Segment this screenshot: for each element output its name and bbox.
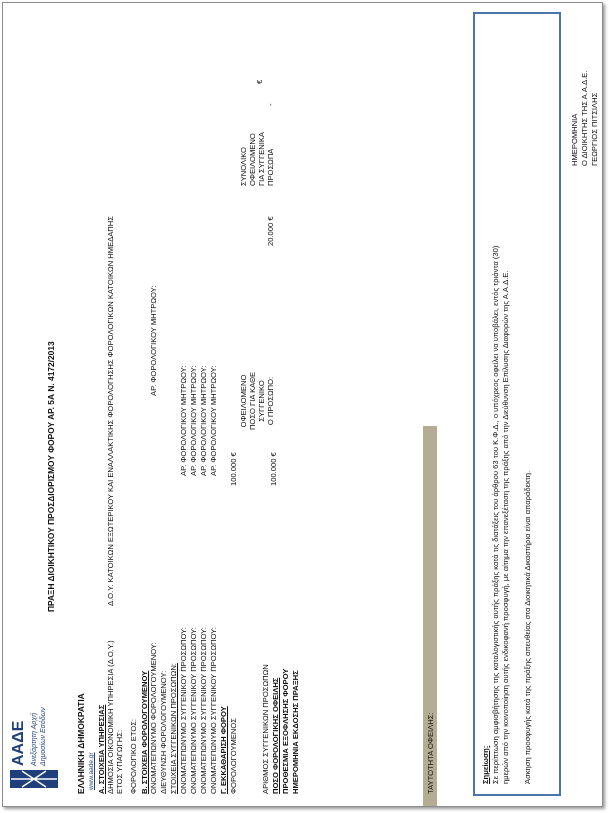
tax-due-label: ΠΟΣΟ ΦΟΡΟΛΟΓΙΚΗΣ ΟΦΕΙΛΗΣ [271, 677, 280, 794]
relative-tin-label: ΑΡ. ΦΟΡΟΛΟΓΙΚΟΥ ΜΗΤΡΩΟΥ: [199, 365, 208, 476]
website-link[interactable]: www.aade.gr [88, 752, 95, 790]
identity-label: ΤΑΥΤΟΤΗΤΑ ΟΦΕΙΛΗΣ: [426, 712, 435, 794]
service-label: ΔΗΜΟΣΙΑ ΟΙΚΟΝΟΜΙΚΗ ΥΠΗΡΕΣΙΑ (Δ.Ο.Υ.) [106, 640, 115, 794]
relatives-count-label: ΑΡΙΘΜΟΣ ΣΥΓΓΕΝΙΚΩΝ ΠΡΟΣΩΠΩΝ [261, 664, 270, 794]
due-per-relative-label: ΠΟΣΟ ΓΙΑ ΚΑΘΕ [248, 371, 257, 431]
tax-year-label: ΦΟΡΟΛΟΓΙΚΟ ΕΤΟΣ: [129, 718, 138, 794]
total-label: ΓΙΑ ΣΥΓΓΕΝΙΚΑ [257, 132, 266, 186]
taxpayer-row-label: ΦΟΡΟΛΟΓΟΥΜΕΝΟΣ [229, 717, 238, 794]
section-c-heading: Γ. ΕΚΚΑΘΑΡΙΣΗ ΦΟΡΟΥ [219, 706, 228, 794]
note-line: ημερών από την κοινοποίηση αυτής ενδικοφανή προσφυγή, με αίτημα την επανεξέταση της πράξης από την Διεύθυνση Επίλυσης Διαφορών της Α.Α.Δ.Ε. [501, 270, 510, 784]
rotated-document [3, 3, 602, 806]
due-per-relative-label: ΣΥΓΓΕΝΙΚΟ [257, 380, 266, 422]
total-label: ΣΥΝΟΛΙΚΟ [239, 147, 248, 186]
section-b-heading: Β. ΣΤΟΙΧΕΙΑ ΦΟΡΟΛΟΓΟΥΜΕΝΟΥ [140, 670, 149, 794]
logo-subtitle-2: Δημοσίων Εσόδων [40, 707, 47, 766]
issue-date-label: ΗΜΕΡΟΜΗΝΙΑ ΕΚΔΟΣΗΣ ΠΡΑΞΗΣ [291, 670, 300, 794]
relative-name-label: ΟΝΟΜΑΤΕΠΩΝΥΜΟ ΣΥΓΓΕΝΙΚΟΥ ΠΡΟΣΩΠΟΥ: [199, 627, 208, 794]
relative-tin-label: ΑΡ. ΦΟΡΟΛΟΓΙΚΟΥ ΜΗΤΡΩΟΥ: [189, 365, 198, 476]
signature-date-label: ΗΜΕΡΟΜΗΝΙΑ [570, 113, 579, 166]
relative-name-label: ΟΝΟΜΑΤΕΠΩΝΥΜΟ ΣΥΓΓΕΝΙΚΟΥ ΠΡΟΣΩΠΟΥ: [209, 627, 218, 794]
taxpayer-address-label: ΔΙΕΥΘΥΝΣΗ ΦΟΡΟΛΟΓΟΥΜΕΝΟΥ: [159, 670, 168, 794]
document-title: ΠΡΑΞΗ ΔΙΟΙΚΗΤΙΚΟΥ ΠΡΟΣΔΙΟΡΙΣΜΟΥ ΦΟΡΟΥ ΑΡ. 5Α Ν. 4172/2013 [46, 341, 56, 612]
taxpayer-tin-label: ΑΡ. ΦΟΡΟΛΟΓΙΚΟΥ ΜΗΤΡΩΟΥ: [149, 285, 158, 396]
total-label: ΟΦΕΙΛΟΜΕΝΟ [248, 133, 257, 186]
relatives-heading: ΣΤΟΙΧΕΙΑ ΣΥΓΓΕΝΙΚΩΝ ΠΡΟΣΩΠΩΝ: [169, 663, 178, 794]
relative-tin-label: ΑΡ. ΦΟΡΟΛΟΓΙΚΟΥ ΜΗΤΡΩΟΥ: [179, 365, 188, 476]
taxpayer-amount: 100.000 € [229, 452, 238, 486]
relative-name-label: ΟΝΟΜΑΤΕΠΩΝΥΜΟ ΣΥΓΓΕΝΙΚΟΥ ΠΡΟΣΩΠΟΥ: [179, 627, 188, 794]
total-label: ΠΡΟΣΩΠΑ [266, 148, 275, 186]
due-per-relative-amount: 100.000 € [269, 452, 278, 486]
note-heading: Σημείωση: [481, 745, 490, 784]
document-page [2, 2, 603, 807]
deadline-label: ΠΡΟΘΕΣΜΙΑ ΕΞΟΦΛΗΣΗΣ ΦΟΡΟΥ [281, 668, 290, 794]
aade-logo [8, 707, 76, 790]
country-name: ΕΛΛΗΝΙΚΗ ΔΗΜΟΚΡΑΤΙΑ [76, 693, 86, 794]
total-currency: € [255, 79, 264, 84]
total-amount: 20.000 € [266, 216, 275, 246]
note-line: Σε περίπτωση αμφισβήτησης της καταλογιστικής αυτής πράξης κατά τις διατάξεις του άρθρου 63 του Κ.Φ.Δ., ο υπόχρεος οφείλει να υποβάλει, εντός τριάντα (30) [491, 245, 500, 784]
note-line: Άσκηση προσφυγής κατά της πράξης απευθείας στα Διοικητικά Δικαστήρια είναι απαράδεκτη. [523, 470, 532, 784]
service-value: Δ.Ο.Υ. ΚΑΤΟΙΚΩΝ ΕΞΩΤΕΡΙΚΟΥ ΚΑΙ ΕΝΑΛΛΑΚΤΙΚΗΣ ΦΟΡΟΛΟΓΗΣΗΣ ΦΟΡΟΛΟΓΙΚΩΝ ΚΑΤΟΙΚΩΝ ΗΜΕΔΑΠΗΣ [106, 216, 115, 606]
logo-text: ΑΑΔΕ [10, 720, 27, 766]
signature-name: ΓΕΩΡΓΙΟΣ ΠΙΤΣΙΛΗΣ [590, 92, 599, 166]
due-per-relative-label: Ο ΠΡΟΣΩΠΟ: [266, 376, 275, 426]
due-per-relative-label: ΟΦΕΙΛΟΜΕΝΟ [239, 374, 248, 428]
taxpayer-name-label: ΟΝΟΜΑΤΕΠΩΝΥΜΟ ΦΟΡΟΛΟΓΟΥΜΕΝΟΥ: [149, 642, 158, 794]
logo-subtitle-1: Ανεξάρτητη Αρχή [31, 712, 38, 766]
relative-tin-label: ΑΡ. ΦΟΡΟΛΟΓΙΚΟΥ ΜΗΤΡΩΟΥ: [209, 365, 218, 476]
total-dash: - [266, 103, 275, 106]
note-box [473, 12, 561, 796]
section-a-heading: Α. ΣΤΟΙΧΕΙΑ ΥΠΗΡΕΣΙΑΣ [97, 704, 106, 794]
signature-title: Ο ΔΙΟΙΚΗΤΗΣ ΤΗΣ Α.Α.Δ.Ε. [580, 70, 589, 166]
issue-year-label: ΕΤΟΣ ΥΠΑΓΩΓΗΣ: [115, 729, 124, 794]
relative-name-label: ΟΝΟΜΑΤΕΠΩΝΥΜΟ ΣΥΓΓΕΝΙΚΟΥ ΠΡΟΣΩΠΟΥ: [189, 627, 198, 794]
